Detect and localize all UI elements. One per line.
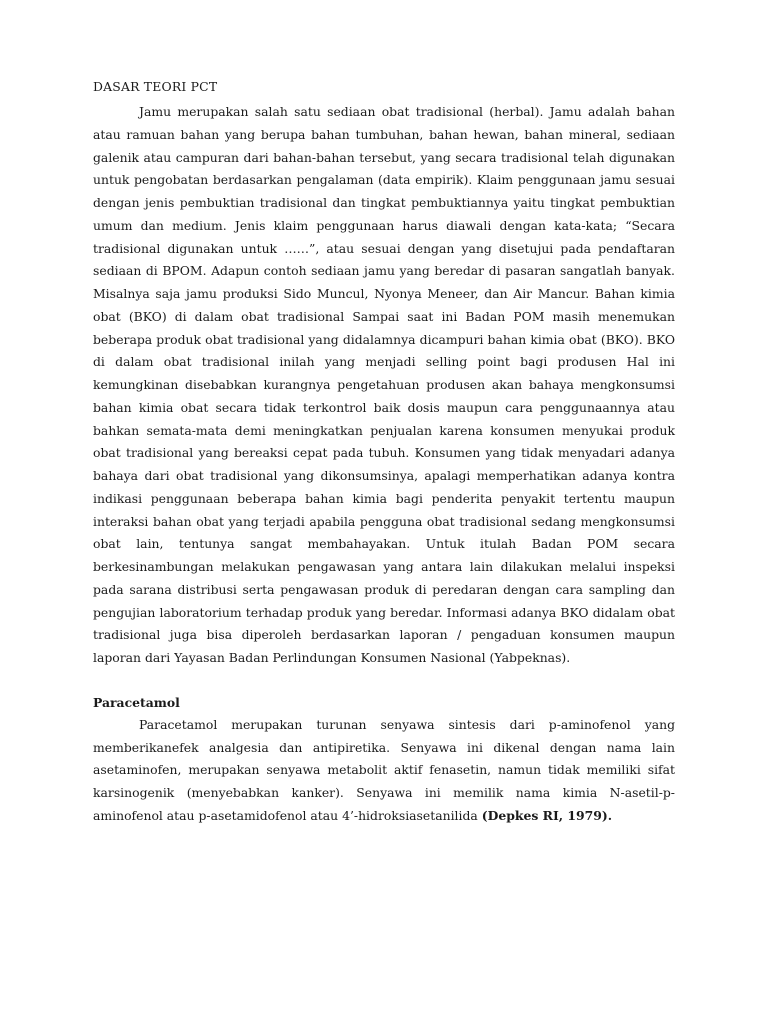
paragraph-paracetamol	[93, 714, 675, 828]
paragraph-jamu: Jamu merupakan salah satu sediaan obat tradisional (herbal). Jamu adalah bahan atau ramuan bahan yang berupa bahan tumbuhan, bahan hewan, bahan mineral, sediaan galenik atau campuran dari bahan-bahan tersebut, yang secara tradisional telah digunakan untuk pengobatan berdasarkan pengalaman (data empirik). Klaim penggunaan jamu sesuai dengan jenis pembuktian tradisional dan tingkat pembuktiannya yaitu tingkat pembuktian umum dan medium. Jenis klaim penggunaan harus diawali dengan kata-kata; “Secara tradisional digunakan untuk ……”, atau sesuai dengan yang disetujui pada pendaftaran sediaan di BPOM. Adapun contoh sediaan jamu yang beredar di pasaran sangatlah banyak. Misalnya saja jamu produksi Sido Muncul, Nyonya Meneer, dan Air Mancur. Bahan kimia obat (BKO) di dalam obat tradisional Sampai saat ini Badan POM masih menemukan beberapa produk obat tradisional yang didalamnya dicampuri bahan kimia obat (BKO). BKO di dalam obat tradisional inilah yang menjadi selling point bagi produsen Hal ini kemungkinan disebabkan kurangnya pengetahuan produsen akan bahaya mengkonsumsi bahan kimia obat secara tidak terkontrol baik dosis maupun cara penggunaannya atau bahkan semata-mata demi meningkatkan penjualan karena konsumen menyukai produk obat tradisional yang bereaksi cepat pada tubuh. Konsumen yang tidak menyadari adanya bahaya dari obat tradisional yang dikonsumsinya, apalagi memperhatikan adanya kontra indikasi penggunaan beberapa bahan kimia bagi penderita penyakit tertentu maupun interaksi bahan obat yang terjadi apabila pengguna obat tradisional sedang mengkonsumsi obat lain, tentunya sangat membahayakan. Untuk itulah Badan POM secara berkesinambungan melakukan pengawasan yang antara lain dilakukan melalui inspeksi pada sarana distribusi serta pengawasan produk di peredaran dengan cara sampling dan pengujian laboratorium terhadap produk yang beredar. Informasi adanya BKO didalam obat tradisional juga bisa diperoleh berdasarkan laporan / pengaduan konsumen maupun laporan dari Yayasan Badan Perlindungan Konsumen Nasional (Yabpeknas).	[93, 104, 675, 665]
document-title: DASAR TEORI PCT	[93, 79, 218, 94]
citation: (Depkes RI, 1979).	[481, 807, 613, 823]
document-body	[93, 76, 675, 828]
paragraph-paracetamol-text: Paracetamol merupakan turunan senyawa sintesis dari p-aminofenol yang memberikanefek analgesia dan antipiretika. Senyawa ini dikenal dengan nama lain asetaminofen, merupakan senyawa metabolit aktif fenasetin, namun tidak memiliki sifat karsinogenik (menyebabkan kanker). Senyawa ini memilik nama kimia N-asetil-p-aminofenol atau p-asetamidofenol atau 4’-hidroksiasetanilida	[93, 716, 675, 823]
section-heading-paracetamol: Paracetamol	[93, 694, 180, 710]
